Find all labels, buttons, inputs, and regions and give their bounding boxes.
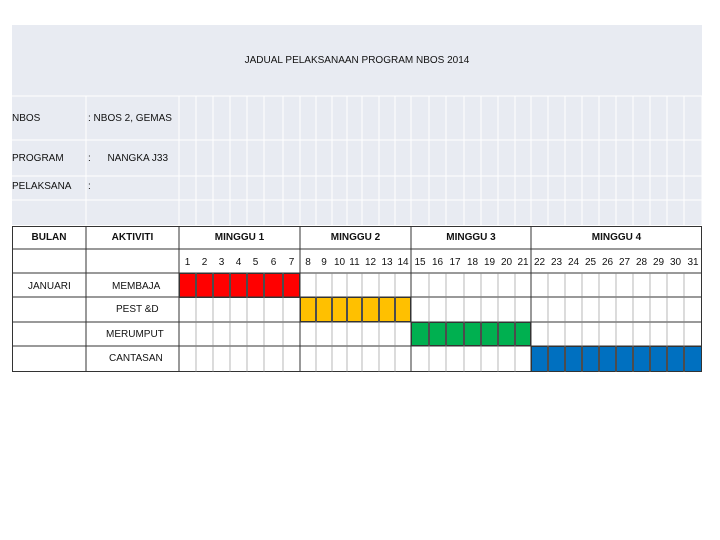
day-number: 12 [364, 257, 377, 268]
activity-label-pest: PEST &D [116, 304, 159, 315]
day-number: 19 [483, 257, 496, 268]
info-value-pelaksana: : [88, 181, 91, 192]
day-number: 9 [321, 257, 327, 268]
day-number: 6 [270, 257, 277, 268]
day-number: 18 [466, 257, 479, 268]
day-number: 24 [567, 257, 580, 268]
activity-label-merumput: MERUMPUT [106, 329, 164, 340]
day-number: 22 [533, 257, 546, 268]
day-number: 23 [550, 257, 563, 268]
day-number: 4 [235, 257, 242, 268]
day-number: 27 [618, 257, 631, 268]
day-number: 28 [635, 257, 648, 268]
day-number: 5 [252, 257, 259, 268]
day-number: 15 [414, 257, 426, 268]
day-number: 16 [431, 257, 444, 268]
day-number: 29 [652, 257, 665, 268]
activity-label-membaja: MEMBAJA [112, 281, 161, 292]
day-number: 8 [305, 257, 311, 268]
info-value-nbos: : NBOS 2, GEMAS [88, 113, 172, 124]
info-label-program: PROGRAM [12, 153, 64, 164]
month-label: JANUARI [28, 281, 71, 292]
day-number: 31 [687, 257, 699, 268]
day-number: 17 [449, 257, 461, 268]
day-number: 10 [333, 257, 346, 268]
day-number: 11 [349, 257, 360, 268]
header-bulan: BULAN [31, 232, 67, 243]
day-number: 25 [584, 257, 597, 268]
day-number: 14 [397, 257, 409, 268]
activity-label-cantasan: CANTASAN [109, 353, 163, 364]
header-minggu-2: MINGGU 2 [330, 232, 381, 243]
header-minggu-3: MINGGU 3 [446, 232, 496, 243]
day-number: 30 [669, 257, 682, 268]
day-number: 1 [184, 257, 191, 268]
header-minggu-4: MINGGU 4 [591, 232, 642, 243]
day-number: 21 [517, 257, 529, 268]
day-number: 2 [201, 257, 208, 268]
page-title: JADUAL PELAKSANAAN PROGRAM NBOS 2014 [244, 55, 470, 66]
day-number: 7 [288, 257, 295, 268]
header-aktiviti: AKTIVITI [111, 232, 154, 243]
day-number: 26 [601, 257, 614, 268]
info-label-nbos: NBOS [12, 113, 41, 124]
info-label-pelaksana: PELAKSANA [12, 181, 72, 192]
day-number: 20 [500, 257, 513, 268]
day-number: 3 [218, 257, 225, 268]
info-value-program: : NANGKA J33 [88, 153, 169, 164]
header-minggu-1: MINGGU 1 [214, 232, 265, 243]
day-number: 13 [381, 257, 393, 268]
